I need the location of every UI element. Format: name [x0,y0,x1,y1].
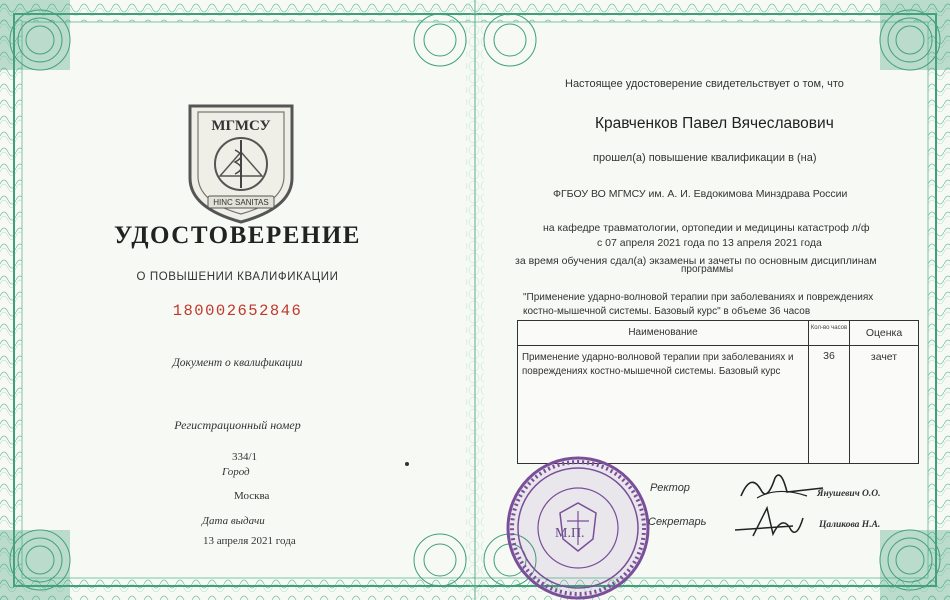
certificate-subtitle: О ПОВЫШЕНИИ КВАЛИФИКАЦИИ [136,271,339,283]
table-header-name: Наименование [628,327,698,338]
training-dates: с 07 апреля 2021 года по 13 апреля 2021 года [597,237,822,249]
secretary-name: Цаликова Н.А. [819,520,881,530]
passed-text: прошел(а) повышение квалификации в (на) [593,152,817,164]
issue-date-value: 13 апреля 2021 года [203,535,296,547]
rector-label: Ректор [650,482,690,494]
ink-speck [405,462,409,466]
official-stamp-icon [505,455,651,600]
rector-name: Янушевич О.О. [817,489,881,499]
secretary-label: Секретарь [648,516,707,528]
exams-text: за время обучения сдал(а) экзамены и зачеты по основным дисциплинам [515,255,877,267]
serial-number: 180002652846 [172,302,303,320]
secretary-signature-icon [733,500,823,540]
course-title-line-2: костно-мышечной системы. Базовый курс" в объеме 36 часов [523,306,811,317]
table-cell-grade: зачет [870,351,898,363]
course-title-line-1: "Применение ударно-волновой терапии при заболеваниях и повреждениях [523,292,874,303]
department-text: на кафедре травматологии, ортопедии и медицины катастроф л/ф [543,222,870,234]
table-cell-hours: 36 [823,350,835,362]
registration-number: 334/1 [232,451,258,463]
certificate-title: УДОСТОВЕРЕНИЕ [114,222,361,249]
emblem-text-top: МГМСУ [211,118,271,134]
table-header-grade: Оценка [865,327,903,339]
issue-date-label: Дата выдачи [202,515,265,527]
university-emblem-icon [180,100,302,224]
holder-full-name: Кравченков Павел Вячеславович [595,115,834,132]
document-type: Документ о квалификации [172,357,303,369]
program-word: программы [681,264,734,275]
organization-name: ФГБОУ ВО МГМСУ им. А. И. Евдокимова Минздрава России [553,188,848,200]
city-value: Москва [234,490,270,502]
table-cell-name: Применение ударно-волновой терапии при заболеваниях и повреждениях костно-мышечной системы. Базовый курс [522,352,794,377]
table-header-hours: Кол-во часов [810,325,848,331]
registration-label: Регистрационный номер [174,418,301,432]
stamp-label: М.П. [555,526,585,541]
intro-text: Настоящее удостоверение свидетельствует о том, что [565,78,844,90]
table-divider [808,321,809,463]
right-page [475,0,950,600]
disciplines-table [517,320,919,464]
table-divider [849,321,850,463]
city-label: Город [222,466,250,478]
emblem-text-bottom: HINC SANITAS [213,198,269,207]
